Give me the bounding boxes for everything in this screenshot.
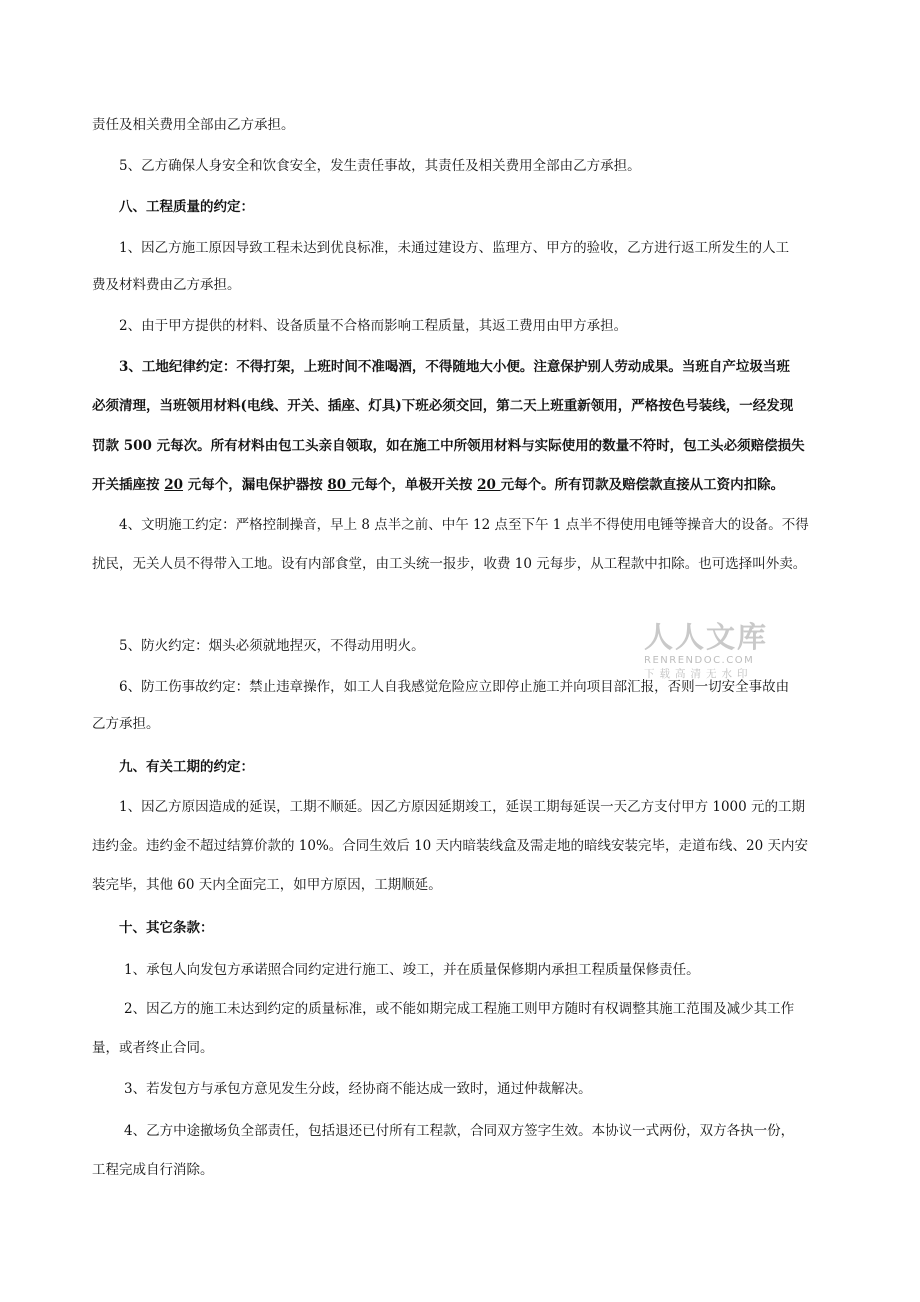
paragraph-line: 量，或者终止合同。 — [92, 1040, 214, 1056]
paragraph-line: 装完毕，其他 60 天内全面完工，如甲方原因，工期顺延。 — [92, 877, 442, 893]
paragraph-line: 5、乙方确保人身安全和饮食安全，发生责任事故，其责任及相关费用全部由乙方承担。 — [119, 158, 641, 174]
paragraph-line-bold: 3、工地纪律约定：不得打架，上班时间不准喝酒，不得随地大小便。注意保护别人劳动成果。当班自产垃圾当班 — [119, 359, 790, 375]
watermark-tagline: 下载高清无水印 — [644, 668, 753, 680]
penalty-line — [92, 475, 822, 495]
paragraph-line: 费及材料费由乙方承担。 — [92, 277, 241, 293]
text-run: 元每个，漏电保护器按 — [183, 477, 328, 493]
paragraph-line: 工程完成自行消除。 — [92, 1162, 214, 1178]
paragraph-line: 1、承包人向发包方承诺照合同约定进行施工、竣工，并在质量保修期内承担工程质量保修责任。 — [124, 962, 700, 978]
paragraph-line: 4、文明施工约定：严格控制操音，早上 8 点半之前、中午 12 点至下午 1 点半不得使用电锤等操音大的设备。不得 — [119, 517, 809, 533]
watermark-title: 人人文库 — [644, 620, 769, 654]
watermark-domain: RENRENDOC.COM — [644, 655, 755, 666]
paragraph-line: 6、防工伤事故约定：禁止违章操作，如工人自我感觉危险应立即停止施工并向项目部汇报，否则一切安全事故由 — [119, 679, 790, 695]
section-heading-9: 九、有关工期的约定： — [119, 759, 254, 775]
underlined-amount: 20 — [477, 477, 501, 493]
section-heading-8: 八、工程质量的约定： — [119, 199, 254, 215]
paragraph-line: 违约金。违约金不超过结算价款的 10%。合同生效后 10 天内暗装线盒及需走地的暗线安装完毕，走道布线、20 天内安 — [92, 838, 809, 854]
paragraph-line-bold: 必须清理，当班领用材料(电线、开关、插座、灯具)下班必须交回，第二天上班重新领用，严格按色号装线，一经发现 — [92, 398, 794, 414]
paragraph-line-bold: 罚款 500 元每次。所有材料由包工头亲自领取，如在施工中所领用材料与实际使用的数量不符时，包工头必须赔偿损失 — [92, 438, 805, 454]
text-run: 开关插座按 — [92, 477, 165, 493]
paragraph-line: 责任及相关费用全部由乙方承担。 — [92, 117, 295, 133]
paragraph-line: 4、乙方中途撤场负全部责任，包括退还已付所有工程款，合同双方签字生效。本协议一式两份，双方各执一份， — [124, 1123, 795, 1139]
paragraph-line: 1、因乙方施工原因导致工程未达到优良标准，未通过建设方、监理方、甲方的验收，乙方进行返工所发生的人工 — [119, 240, 790, 256]
paragraph-line: 2、因乙方的施工未达到约定的质量标准，或不能如期完成工程施工则甲方随时有权调整其施工范围及减少其工作 — [124, 1001, 795, 1017]
paragraph-line: 扰民，无关人员不得带入工地。设有内部食堂，由工头统一报步，收费 10 元每步，从工程款中扣除。也可选择叫外卖。 — [92, 556, 807, 572]
paragraph-line: 5、防火约定：烟头必须就地捏灭，不得动用明火。 — [119, 638, 425, 654]
section-heading-10: 十、其它条款： — [119, 920, 214, 936]
text-run: 元每个，单极开关按 — [350, 477, 478, 493]
watermark-logo — [644, 620, 779, 681]
paragraph-line: 2、由于甲方提供的材料、设备质量不合格而影响工程质量，其返工费用由甲方承担。 — [119, 318, 628, 334]
paragraph-line: 乙方承担。 — [92, 716, 160, 732]
text-run: 元每个。所有罚款及赔偿款直接从工资内扣除。 — [500, 477, 785, 493]
underlined-amount: 80 — [327, 477, 351, 493]
underlined-amount: 20 — [164, 477, 183, 493]
paragraph-line: 3、若发包方与承包方意见发生分歧，经协商不能达成一致时，通过仲裁解决。 — [124, 1081, 592, 1097]
paragraph-line: 1、因乙方原因造成的延误，工期不顺延。因乙方原因延期竣工，延误工期每延误一天乙方支付甲方 1000 元的工期 — [119, 799, 806, 815]
